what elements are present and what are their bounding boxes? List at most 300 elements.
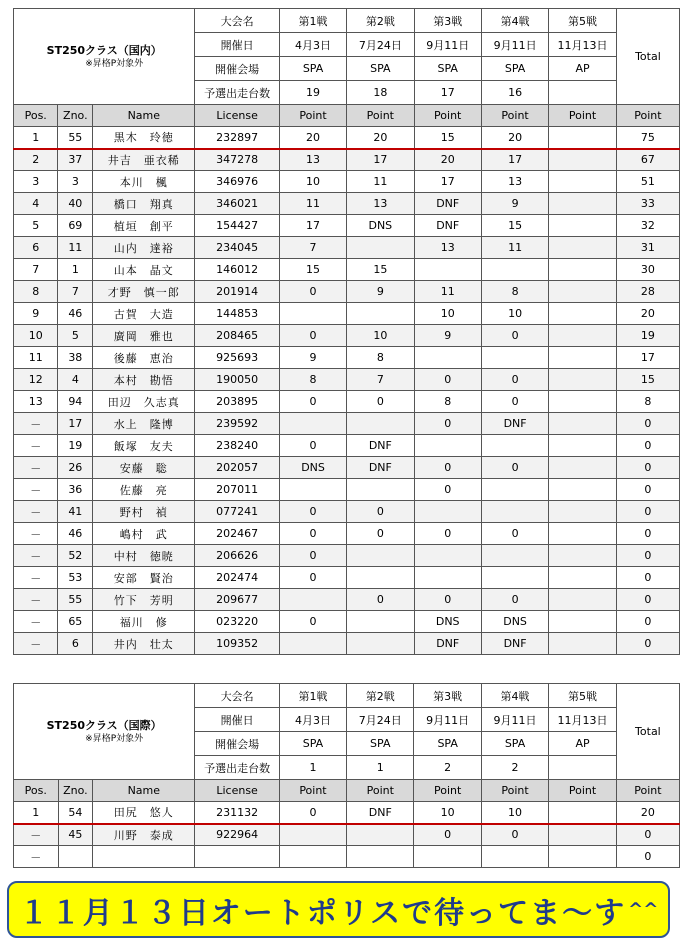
column-header: License (195, 780, 280, 802)
round5-point-cell (549, 237, 617, 259)
total-point-cell: 33 (616, 193, 679, 215)
round5-point-cell (549, 846, 617, 868)
round5-point-cell (549, 413, 617, 435)
name-cell: 古賀 大造 (93, 303, 195, 325)
pos-cell: 9 (14, 303, 58, 325)
round-date-cell: 9月11日 (414, 708, 481, 732)
round2-point-cell: 0 (347, 391, 414, 413)
round2-point-cell (347, 633, 414, 655)
pos-cell: － (14, 589, 58, 611)
license-cell: 202467 (195, 523, 280, 545)
round2-point-cell: DNS (347, 215, 414, 237)
round4-point-cell (481, 567, 548, 589)
zno-cell: 17 (58, 413, 93, 435)
zno-cell: 55 (58, 589, 93, 611)
column-header: Name (93, 780, 195, 802)
round1-point-cell (279, 303, 346, 325)
name-cell: 野村 禎 (93, 501, 195, 523)
zno-cell: 38 (58, 347, 93, 369)
round2-point-cell (347, 824, 414, 846)
zno-cell: 46 (58, 303, 93, 325)
round3-point-cell: 11 (414, 281, 481, 303)
round-name-cell: 第5戦 (549, 684, 617, 708)
round2-point-cell: DNF (347, 435, 414, 457)
round4-point-cell (481, 479, 548, 501)
total-point-cell: 0 (616, 589, 679, 611)
round4-point-cell: 0 (481, 369, 548, 391)
round4-point-cell: 9 (481, 193, 548, 215)
round5-point-cell (549, 824, 617, 846)
zno-cell: 37 (58, 149, 93, 171)
round3-point-cell: 0 (414, 479, 481, 501)
round3-point-cell: 15 (414, 127, 481, 149)
round-starters-cell: 17 (414, 81, 481, 105)
license-cell: 154427 (195, 215, 280, 237)
pos-cell: － (14, 479, 58, 501)
name-cell: 植垣 創平 (93, 215, 195, 237)
round1-point-cell: 9 (279, 347, 346, 369)
pos-cell: － (14, 413, 58, 435)
round-venue-cell: SPA (414, 732, 481, 756)
pos-cell: － (14, 501, 58, 523)
table-row (14, 846, 680, 868)
round5-point-cell (549, 589, 617, 611)
zno-cell: 4 (58, 369, 93, 391)
round1-point-cell (279, 479, 346, 501)
round4-point-cell: 0 (481, 523, 548, 545)
pos-cell: － (14, 567, 58, 589)
info-label: 予選出走台数 (195, 81, 280, 105)
round5-point-cell (549, 347, 617, 369)
total-point-cell: 20 (616, 802, 679, 824)
round2-point-cell (347, 545, 414, 567)
table-row (14, 611, 680, 633)
round2-point-cell: 8 (347, 347, 414, 369)
license-cell (195, 846, 280, 868)
total-point-cell: 0 (616, 611, 679, 633)
info-label: 予選出走台数 (195, 756, 280, 780)
round2-point-cell: 17 (347, 149, 414, 171)
round3-point-cell (414, 259, 481, 281)
round1-point-cell: 20 (279, 127, 346, 149)
name-cell: 福川 修 (93, 611, 195, 633)
round3-point-cell (414, 347, 481, 369)
total-point-cell: 51 (616, 171, 679, 193)
column-header-row (14, 105, 680, 127)
round3-point-cell: 0 (414, 824, 481, 846)
total-point-cell: 0 (616, 413, 679, 435)
total-point-cell: 30 (616, 259, 679, 281)
column-header: Zno. (58, 105, 93, 127)
pos-cell: 5 (14, 215, 58, 237)
round-starters-cell: 1 (347, 756, 414, 780)
column-header: Point (279, 105, 346, 127)
round5-point-cell (549, 501, 617, 523)
round-name-cell: 第1戦 (279, 9, 346, 33)
license-cell: 347278 (195, 149, 280, 171)
zno-cell: 52 (58, 545, 93, 567)
name-cell: 田辺 久志真 (93, 391, 195, 413)
round1-point-cell: 7 (279, 237, 346, 259)
round5-point-cell (549, 303, 617, 325)
name-cell: 才野 慎一郎 (93, 281, 195, 303)
round3-point-cell: DNF (414, 633, 481, 655)
pos-cell: 8 (14, 281, 58, 303)
round-venue-cell: AP (549, 57, 617, 81)
pos-cell: 3 (14, 171, 58, 193)
total-point-cell: 0 (616, 824, 679, 846)
table-row (14, 413, 680, 435)
round4-point-cell: DNF (481, 413, 548, 435)
round5-point-cell (549, 193, 617, 215)
column-header: Name (93, 105, 195, 127)
table-row (14, 171, 680, 193)
round2-point-cell (347, 479, 414, 501)
table-row (14, 237, 680, 259)
round-starters-cell: 19 (279, 81, 346, 105)
total-point-cell: 0 (616, 435, 679, 457)
pos-cell: － (14, 611, 58, 633)
pos-cell: － (14, 545, 58, 567)
zno-cell (58, 846, 93, 868)
round-venue-cell: SPA (347, 732, 414, 756)
round1-point-cell: 0 (279, 523, 346, 545)
round5-point-cell (549, 479, 617, 501)
round3-point-cell: 10 (414, 303, 481, 325)
round4-point-cell: 0 (481, 325, 548, 347)
round1-point-cell: 0 (279, 567, 346, 589)
round3-point-cell: 20 (414, 149, 481, 171)
info-label: 開催会場 (195, 732, 280, 756)
round4-point-cell: 20 (481, 127, 548, 149)
name-cell: 田尻 悠人 (93, 802, 195, 824)
total-point-cell: 0 (616, 545, 679, 567)
license-cell: 346976 (195, 171, 280, 193)
round3-point-cell (414, 501, 481, 523)
table-row (14, 523, 680, 545)
total-point-cell: 75 (616, 127, 679, 149)
column-header: Point (549, 780, 617, 802)
round1-point-cell (279, 846, 346, 868)
pos-cell: － (14, 435, 58, 457)
round-venue-cell: SPA (279, 732, 346, 756)
zno-cell: 26 (58, 457, 93, 479)
round4-point-cell: 0 (481, 824, 548, 846)
pos-cell: 10 (14, 325, 58, 347)
total-point-cell: 67 (616, 149, 679, 171)
table-row (14, 435, 680, 457)
license-cell: 925693 (195, 347, 280, 369)
license-cell: 023220 (195, 611, 280, 633)
round4-point-cell: 0 (481, 391, 548, 413)
name-cell: 中村 徳暁 (93, 545, 195, 567)
round3-point-cell: 10 (414, 802, 481, 824)
round1-point-cell: 0 (279, 281, 346, 303)
license-cell: 146012 (195, 259, 280, 281)
round2-point-cell: 10 (347, 325, 414, 347)
pos-cell: 11 (14, 347, 58, 369)
round2-point-cell: 0 (347, 501, 414, 523)
column-header: Point (347, 780, 414, 802)
round4-point-cell: DNF (481, 633, 548, 655)
license-cell: 208465 (195, 325, 280, 347)
license-cell: 207011 (195, 479, 280, 501)
column-header: Point (481, 780, 548, 802)
round-starters-cell: 16 (481, 81, 548, 105)
name-cell: 井内 壮太 (93, 633, 195, 655)
table-row (14, 391, 680, 413)
zno-cell: 69 (58, 215, 93, 237)
column-header: Zno. (58, 780, 93, 802)
license-cell: 144853 (195, 303, 280, 325)
round4-point-cell (481, 846, 548, 868)
round-starters-cell (549, 756, 617, 780)
round2-point-cell (347, 303, 414, 325)
pos-cell: 13 (14, 391, 58, 413)
name-cell: 川野 泰成 (93, 824, 195, 846)
round-date-cell: 7月24日 (347, 708, 414, 732)
column-header: Pos. (14, 105, 58, 127)
round4-point-cell: 10 (481, 802, 548, 824)
round-date-cell: 11月13日 (549, 708, 617, 732)
name-cell (93, 846, 195, 868)
round4-point-cell: 11 (481, 237, 548, 259)
license-cell: 202474 (195, 567, 280, 589)
round-date-cell: 9月11日 (481, 708, 548, 732)
round2-point-cell (347, 846, 414, 868)
round4-point-cell (481, 347, 548, 369)
round1-point-cell: 0 (279, 325, 346, 347)
round5-point-cell (549, 127, 617, 149)
round-venue-cell: SPA (279, 57, 346, 81)
name-cell: 黒木 玲徳 (93, 127, 195, 149)
round-venue-cell: AP (549, 732, 617, 756)
zno-cell: 46 (58, 523, 93, 545)
round1-point-cell: 0 (279, 435, 346, 457)
pos-cell: 6 (14, 237, 58, 259)
class-title: ST250クラス（国際） (46, 719, 162, 732)
pos-cell: － (14, 633, 58, 655)
total-point-cell: 0 (616, 846, 679, 868)
round3-point-cell: 0 (414, 413, 481, 435)
round-starters-cell: 1 (279, 756, 346, 780)
table-row (14, 149, 680, 171)
round2-point-cell: 13 (347, 193, 414, 215)
zno-cell: 94 (58, 391, 93, 413)
zno-cell: 36 (58, 479, 93, 501)
class-note: ※昇格P対象外 (85, 734, 144, 744)
name-cell: 廣岡 雅也 (93, 325, 195, 347)
name-cell: 佐藤 亮 (93, 479, 195, 501)
zno-cell: 65 (58, 611, 93, 633)
table-row (14, 633, 680, 655)
round5-point-cell (549, 171, 617, 193)
name-cell: 飯塚 友夫 (93, 435, 195, 457)
round5-point-cell (549, 369, 617, 391)
round2-point-cell: 11 (347, 171, 414, 193)
license-cell: 922964 (195, 824, 280, 846)
table-row (14, 589, 680, 611)
round3-point-cell: 0 (414, 589, 481, 611)
zno-cell: 11 (58, 237, 93, 259)
table-row (14, 325, 680, 347)
table-row (14, 457, 680, 479)
pos-cell: 7 (14, 259, 58, 281)
info-label: 開催日 (195, 708, 280, 732)
round1-point-cell: 0 (279, 391, 346, 413)
round3-point-cell: 9 (414, 325, 481, 347)
round5-point-cell (549, 802, 617, 824)
table-row (14, 303, 680, 325)
pos-cell: 1 (14, 127, 58, 149)
table-row (14, 281, 680, 303)
round-date-cell: 4月3日 (279, 33, 346, 57)
column-header: Point (616, 105, 679, 127)
round1-point-cell (279, 824, 346, 846)
round4-point-cell: 0 (481, 589, 548, 611)
license-cell: 238240 (195, 435, 280, 457)
round-venue-cell: SPA (481, 732, 548, 756)
round3-point-cell: DNS (414, 611, 481, 633)
round-date-cell: 4月3日 (279, 708, 346, 732)
zno-cell: 6 (58, 633, 93, 655)
round4-point-cell: 10 (481, 303, 548, 325)
round3-point-cell: DNF (414, 193, 481, 215)
total-point-cell: 0 (616, 457, 679, 479)
table-row (14, 347, 680, 369)
round3-point-cell (414, 435, 481, 457)
name-cell: 井吉 亜衣稀 (93, 149, 195, 171)
round1-point-cell: 0 (279, 802, 346, 824)
name-cell: 安部 賢治 (93, 567, 195, 589)
column-header: Point (616, 780, 679, 802)
table-row (14, 215, 680, 237)
round3-point-cell: 17 (414, 171, 481, 193)
round-name-cell: 第1戦 (279, 684, 346, 708)
zno-cell: 1 (58, 259, 93, 281)
zno-cell: 54 (58, 802, 93, 824)
license-cell: 234045 (195, 237, 280, 259)
name-cell: 本村 勘悟 (93, 369, 195, 391)
round3-point-cell (414, 545, 481, 567)
round3-point-cell: 0 (414, 523, 481, 545)
zno-cell: 5 (58, 325, 93, 347)
round5-point-cell (549, 545, 617, 567)
total-point-cell: 31 (616, 237, 679, 259)
round4-point-cell: 13 (481, 171, 548, 193)
round5-point-cell (549, 435, 617, 457)
round3-point-cell: 0 (414, 369, 481, 391)
license-cell: 201914 (195, 281, 280, 303)
license-cell: 203895 (195, 391, 280, 413)
total-point-cell: 15 (616, 369, 679, 391)
pos-cell: 1 (14, 802, 59, 824)
total-point-cell: 32 (616, 215, 679, 237)
round3-point-cell: 8 (414, 391, 481, 413)
class-title: ST250クラス（国内） (46, 44, 162, 57)
round2-point-cell (347, 237, 414, 259)
name-cell: 山内 達裕 (93, 237, 195, 259)
zno-cell: 53 (58, 567, 93, 589)
pos-cell: 4 (14, 193, 58, 215)
column-header: Point (347, 105, 414, 127)
round4-point-cell: DNS (481, 611, 548, 633)
table-row (14, 479, 680, 501)
round-venue-cell: SPA (347, 57, 414, 81)
round2-point-cell (347, 567, 414, 589)
zno-cell: 41 (58, 501, 93, 523)
round1-point-cell: 11 (279, 193, 346, 215)
info-row (14, 684, 680, 708)
round-date-cell: 11月13日 (549, 33, 617, 57)
total-point-cell: 0 (616, 501, 679, 523)
round-name-cell: 第3戦 (414, 9, 481, 33)
table-row (14, 369, 680, 391)
round4-point-cell: 15 (481, 215, 548, 237)
round-name-cell: 第3戦 (414, 684, 481, 708)
name-cell: 水上 隆博 (93, 413, 195, 435)
table-row (14, 193, 680, 215)
info-label: 大会名 (195, 684, 280, 708)
total-point-cell: 19 (616, 325, 679, 347)
round-starters-cell (549, 81, 617, 105)
round5-point-cell (549, 611, 617, 633)
round3-point-cell: 0 (414, 457, 481, 479)
round1-point-cell: 0 (279, 501, 346, 523)
column-header: License (195, 105, 280, 127)
round4-point-cell (481, 435, 548, 457)
zno-cell: 40 (58, 193, 93, 215)
name-cell: 山本 晶文 (93, 259, 195, 281)
class-title-cell (14, 684, 195, 780)
pos-cell: － (14, 846, 59, 868)
round2-point-cell (347, 413, 414, 435)
round3-point-cell (414, 846, 481, 868)
name-cell: 本川 楓 (93, 171, 195, 193)
domestic-standings-table (13, 8, 680, 655)
round4-point-cell: 17 (481, 149, 548, 171)
round-name-cell: 第4戦 (481, 9, 548, 33)
table-row (14, 259, 680, 281)
license-cell: 232897 (195, 127, 280, 149)
round5-point-cell (549, 457, 617, 479)
total-point-cell: 0 (616, 523, 679, 545)
next-race-banner (7, 881, 670, 938)
round1-point-cell: 0 (279, 545, 346, 567)
table-row (14, 824, 680, 846)
name-cell: 安藤 聡 (93, 457, 195, 479)
round4-point-cell (481, 545, 548, 567)
table-row (14, 127, 680, 149)
round-name-cell: 第4戦 (481, 684, 548, 708)
total-point-cell: 0 (616, 479, 679, 501)
total-point-cell: 17 (616, 347, 679, 369)
pos-cell: － (14, 457, 58, 479)
round1-point-cell: DNS (279, 457, 346, 479)
round2-point-cell: 0 (347, 589, 414, 611)
total-point-cell: 0 (616, 633, 679, 655)
round5-point-cell (549, 259, 617, 281)
info-row (14, 9, 680, 33)
round5-point-cell (549, 391, 617, 413)
banner-text: １１月１３日オートポリスで待ってま～す (18, 895, 627, 931)
table-row (14, 501, 680, 523)
class-note: ※昇格P対象外 (85, 59, 144, 69)
license-cell: 202057 (195, 457, 280, 479)
round1-point-cell: 13 (279, 149, 346, 171)
column-header: Point (481, 105, 548, 127)
name-cell: 嶋村 武 (93, 523, 195, 545)
